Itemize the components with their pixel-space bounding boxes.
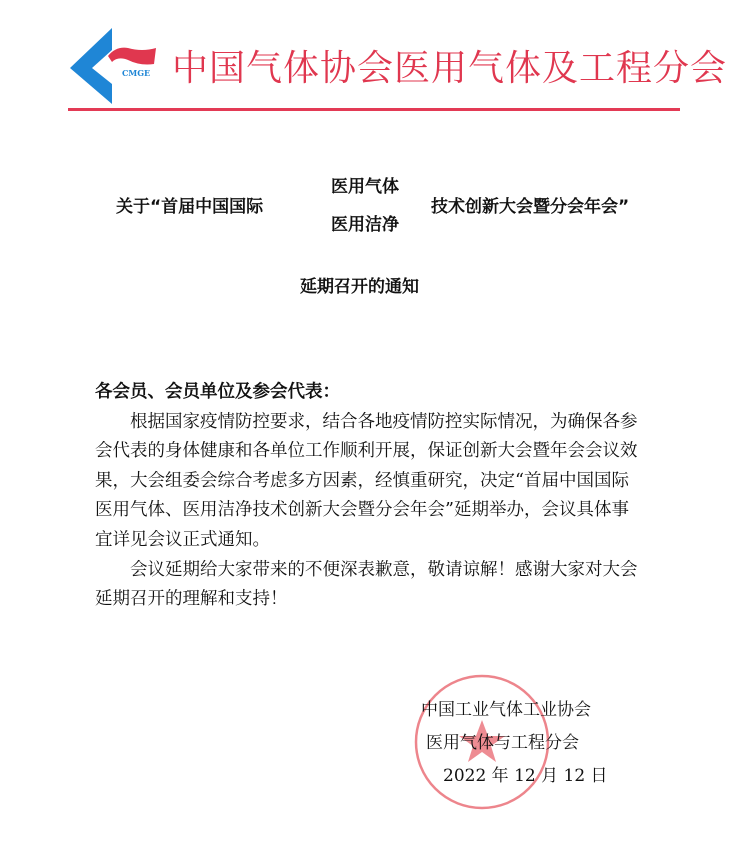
title-stack-top: 医用气体 bbox=[331, 177, 399, 197]
notice-body bbox=[95, 378, 638, 615]
body-line: 宜详见会议正式通知。 bbox=[95, 529, 270, 550]
signature-branch: 医用气体与工程分会 bbox=[426, 733, 579, 753]
body-line: 会议延期给大家带来的不便深表歉意，敬请谅解！感谢大家对大会 bbox=[95, 559, 638, 580]
signature-org: 中国工业气体工业协会 bbox=[421, 700, 591, 720]
title-stack-bottom: 医用洁净 bbox=[331, 215, 399, 235]
cmge-logo bbox=[68, 26, 158, 106]
subtitle: 延期召开的通知 bbox=[300, 277, 419, 297]
body-line: 会代表的身体健康和各单位工作顺利开展，保证创新大会暨年会会议效 bbox=[95, 441, 638, 462]
body-line: 延期召开的理解和支持！ bbox=[95, 589, 288, 610]
salutation: 各会员、会员单位及参会代表： bbox=[95, 382, 340, 402]
title-prefix: 关于“首届中国国际 bbox=[116, 197, 264, 217]
title-suffix: 技术创新大会暨分会年会” bbox=[431, 197, 630, 217]
body-line: 医用气体、医用洁净技术创新大会暨分会年会”延期举办，会议具体事 bbox=[95, 500, 629, 521]
body-line: 果，大会组委会综合考虑多方因素，经慎重研究，决定“首届中国国际 bbox=[95, 470, 629, 491]
body-line: 根据国家疫情防控要求，结合各地疫情防控实际情况，为确保各参 bbox=[95, 411, 638, 432]
svg-text:CMGE: CMGE bbox=[122, 68, 151, 78]
header-divider bbox=[68, 108, 680, 111]
signature-date: 2022 年 12 月 12 日 bbox=[443, 766, 608, 786]
organization-name: 中国气体协会医用气体及工程分会 bbox=[172, 48, 728, 89]
